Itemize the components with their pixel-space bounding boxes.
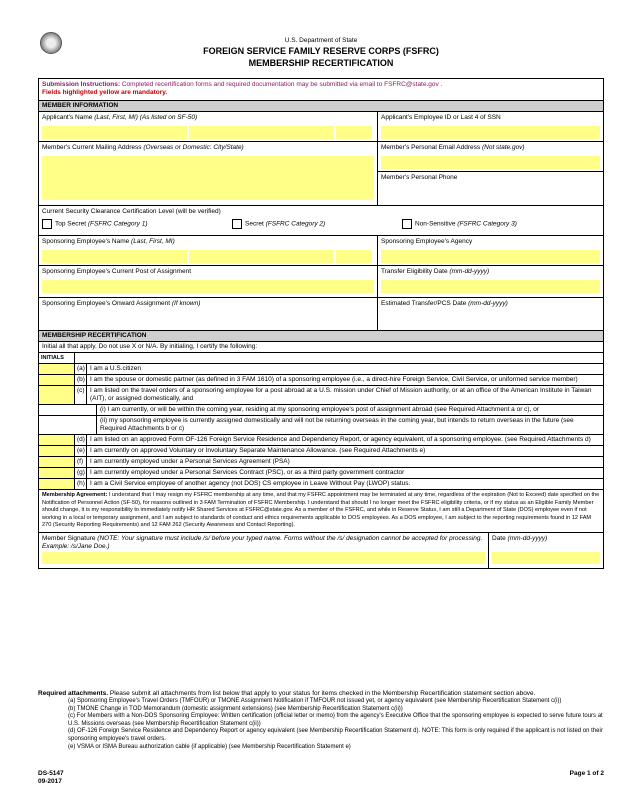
non-sensitive-checkbox[interactable]: [402, 219, 412, 229]
mi-field[interactable]: [336, 126, 372, 139]
recertification-form: [38, 78, 604, 569]
item-letter: (c): [75, 386, 87, 404]
attachment-item: (b) TMONE Change in TOD Memorandum (domestic assignment extensions) (see Membership Recertification Statement c(ii)): [68, 705, 403, 712]
initials-field-g[interactable]: [39, 468, 75, 478]
item-text: I am currently employed under a Personal Services Contract (PSC), or as a third party government contractor: [90, 469, 405, 476]
item-letter: (a): [75, 364, 87, 374]
agreement-label: Membership Agreement:: [42, 492, 108, 498]
item-letter: (f): [75, 457, 87, 467]
date-field[interactable]: [492, 552, 600, 564]
empid-field[interactable]: [381, 126, 600, 139]
item-text: I am listed on an approved Form OF-126 Foreign Service Residence and Dependency Report, or agency equivalent, of a sponsoring employee. (see Required Attachments d): [90, 436, 591, 443]
item-text: I am currently employed under a Personal Services Agreement (PSA): [90, 458, 290, 465]
date-label: Date: [492, 534, 506, 542]
mandatory-note: Fields highlighted yellow are mandatory.: [42, 89, 168, 96]
subitem-text: (ii) my sponsoring employee is currently assigned domestically and will not be returning overseas in the coming year, but intends to return overseas in the future (see Required Attachments b or c): [100, 417, 574, 432]
estimated-hint: (mm-dd-yyyy): [468, 300, 508, 307]
transfer-field[interactable]: [381, 280, 600, 293]
initials-label: INITIALS: [39, 353, 75, 363]
recert-item: [39, 468, 603, 479]
item-letter: (h): [75, 479, 87, 489]
initials-field-b[interactable]: [39, 375, 75, 385]
submission-text: Completed recertification forms and required documentation may be submitted via email to FSFRC@state.gov .: [121, 81, 443, 88]
last-name-field[interactable]: [42, 126, 187, 139]
member-info-heading: MEMBER INFORMATION: [39, 101, 603, 112]
required-attachments: [38, 690, 604, 751]
onward-label: Sponsoring Employee's Onward Assignment: [42, 300, 171, 307]
form-number-block: [38, 770, 64, 786]
form-subtitle: MEMBERSHIP RECERTIFICATION: [248, 58, 394, 68]
address-hint: (Overseas or Domestic: City/State): [143, 144, 244, 151]
non-sensitive-hint: (FSFRC Category 3): [457, 220, 517, 228]
membership-agreement: [39, 490, 603, 533]
agreement-text: I understand that I may resign my FSFRC membership at any time, and that my FSFRC appointment may be terminated at any time, regardless of the expiration (Not to Exceed) date specified on the Notification of Personnel Action (SF-50), for reasons outlined in 3 FAM Termination of FSFRC Membership. I understand that should I no longer meet the FSFRC eligibility criteria, or if my status as an Eligible Family Member should change, it is my responsibility to immediately notify HR Shared Services at FSFRC@state.gov. As a member of the FSFRC, and while in Reserve Status, I am still a Department of State (DOS) employee even if not working in a local or temporary assignment, and I am subject to standards of conduct and ethics requirements applicable to DOS employees. As a DOS employee, I am subject to the reporting requirements found in 12 FAM 270 (Security Reporting Requirements) and 12 FAM 262 (Security Awareness and Contact Reporting).: [42, 492, 600, 529]
initials-field-d[interactable]: [39, 435, 75, 445]
sponsor-mi-field[interactable]: [336, 250, 372, 263]
submission-label: Submission Instructions:: [42, 81, 121, 88]
initials-field-e[interactable]: [39, 446, 75, 456]
recert-item: [39, 457, 603, 468]
email-label: Member's Personal Email Address: [381, 144, 481, 151]
sponsor-agency-label: Sponsoring Employee's Agency: [381, 238, 473, 245]
sponsor-name-hint: (Last, First, MI): [131, 238, 175, 245]
form-number: DS-5147: [38, 770, 64, 777]
sponsor-agency-field[interactable]: [381, 250, 600, 263]
secret-checkbox[interactable]: [232, 219, 242, 229]
email-hint: (Not state.gov): [481, 144, 525, 151]
form-title: FOREIGN SERVICE FAMILY RESERVE CORPS (FSFRC): [203, 46, 439, 56]
estimated-label: Estimated Transfer/PCS Date: [381, 300, 467, 307]
recert-heading: MEMBERSHIP RECERTIFICATION: [39, 331, 603, 342]
item-text: I am currently on approved Voluntary or Involuntary Separate Maintenance Allowance. (see Required Attachments e): [90, 447, 426, 454]
email-field[interactable]: [381, 156, 600, 169]
name-label: Applicant's Name: [42, 114, 93, 121]
initials-field-f[interactable]: [39, 457, 75, 467]
signature-hint: (NOTE: Your signature must include /s/ before your typed name. Forms without the /s/ designation cannot be accepted for processing. Example: /s/Jane Doe.): [42, 534, 483, 550]
transfer-label: Transfer Eligibility Date: [381, 268, 448, 275]
item-text: I am a Civil Service employee of another agency (not DOS) CS employee in Leave Without Pay (LWOP) status.: [90, 480, 411, 487]
recert-intro: Initial all that apply. Do not use X or N/A. By initialing, I certify the following:: [39, 342, 603, 353]
recert-item: [39, 386, 603, 405]
non-sensitive-label: Non-Sensitive: [415, 220, 456, 228]
initials-field-a[interactable]: [39, 364, 75, 374]
sponsor-first-field[interactable]: [189, 250, 334, 263]
sponsor-post-label: Sponsoring Employee's Current Post of Assignment: [42, 268, 192, 275]
signature-field[interactable]: [42, 552, 485, 564]
attachments-label: Required attachments.: [38, 690, 109, 697]
transfer-hint: (mm-dd-yyyy): [449, 268, 490, 275]
top-secret-checkbox[interactable]: [42, 219, 52, 229]
attachment-item: (c) For Members with a Non-DOS Sponsoring Employee: Written certification (official letter or memo) from the agency's Executive Office that the sponsoring employee is expected to serve future tours at U.S. Missions overseas (see Membership Recertification Statement c(ii)): [68, 713, 603, 727]
first-name-field[interactable]: [189, 126, 334, 139]
top-secret-hint: (FSFRC Category 1): [87, 220, 148, 228]
sponsor-name-label: Sponsoring Employee's Name: [42, 238, 130, 245]
item-text: I am the spouse or domestic partner (as defined in 3 FAM 1610) of a sponsoring employee (i.e., a direct-hire Foreign Service, Civil Service, or uniformed service member): [90, 376, 578, 383]
item-text: I am listed on the travel orders of a sponsoring employee for a post abroad at a U.S. mission under Chief of Mission authority, or at an office of the American Institute in Taiwan (AIT), or assigned domestically, and: [90, 387, 592, 402]
secret-label: Secret: [245, 220, 264, 228]
signature-label: Member Signature: [42, 534, 96, 542]
department-name: U.S. Department of State: [284, 37, 358, 44]
recert-item: [39, 479, 603, 490]
clearance-label: Current Security Clearance Certification Level (will be verified): [42, 208, 221, 215]
address-field[interactable]: [42, 156, 374, 200]
attachment-item: (e) VSMA or ISMA Bureau authorization cable (if applicable) (see Membership Recertification Statement e): [68, 743, 351, 750]
sponsor-post-field[interactable]: [42, 280, 374, 293]
item-letter: (g): [75, 468, 87, 478]
date-hint: (mm-dd-yyyy): [507, 534, 548, 542]
page-number: Page 1 of 2: [569, 770, 604, 777]
secret-hint: (FSFRC Category 2): [265, 220, 326, 228]
recert-item: [39, 446, 603, 457]
recert-item: [39, 375, 603, 386]
address-label: Member's Current Mailing Address: [42, 144, 142, 151]
form-date: 09-2017: [38, 778, 62, 785]
recert-subitem: [39, 416, 603, 435]
initials-field-c[interactable]: [39, 386, 75, 404]
recert-subitem: [39, 405, 603, 416]
sponsor-last-field[interactable]: [42, 250, 187, 263]
attachment-item: (d) OF-126 Foreign Service Residence and Dependency Report or agency equivalent (see Membership Recertification Statement d). NOTE: This form is only required if the applicant is not listed on their sponsoring employee's travel orders.: [68, 728, 603, 742]
onward-hint: (If known): [171, 300, 201, 307]
submission-instructions: [39, 79, 603, 101]
item-letter: (d): [75, 435, 87, 445]
item-letter: (e): [75, 446, 87, 456]
subitem-text: (i) I am currently, or will be within the coming year, residing at my sponsoring employee's post of assignment abroad (see Required Attachment a or c), or: [100, 406, 539, 413]
item-text: I am a U.S.citizen: [90, 365, 141, 372]
empid-label: Applicant's Employee ID or Last 4 of SSN: [381, 114, 501, 121]
name-hint: (Last, First, MI) (As listed on SF-50): [94, 114, 198, 121]
recert-item: [39, 435, 603, 446]
phone-label: Member's Personal Phone: [381, 174, 458, 181]
item-letter: (b): [75, 375, 87, 385]
top-secret-label: Top Secret: [55, 220, 87, 228]
recert-item: [39, 364, 603, 375]
attachment-item: (a) Sponsoring Employee's Travel Orders (TMFOUR) or TMONE Assignment Notification if TMFOUR not issued yet, or agency equivalent (see Membership Recertification Statement c(i)): [68, 698, 562, 704]
initials-field-h[interactable]: [39, 479, 75, 489]
attachments-intro: Please submit all attachments from list below that apply to your status for items checked in the Membership Recertification statement section above.: [109, 690, 536, 697]
